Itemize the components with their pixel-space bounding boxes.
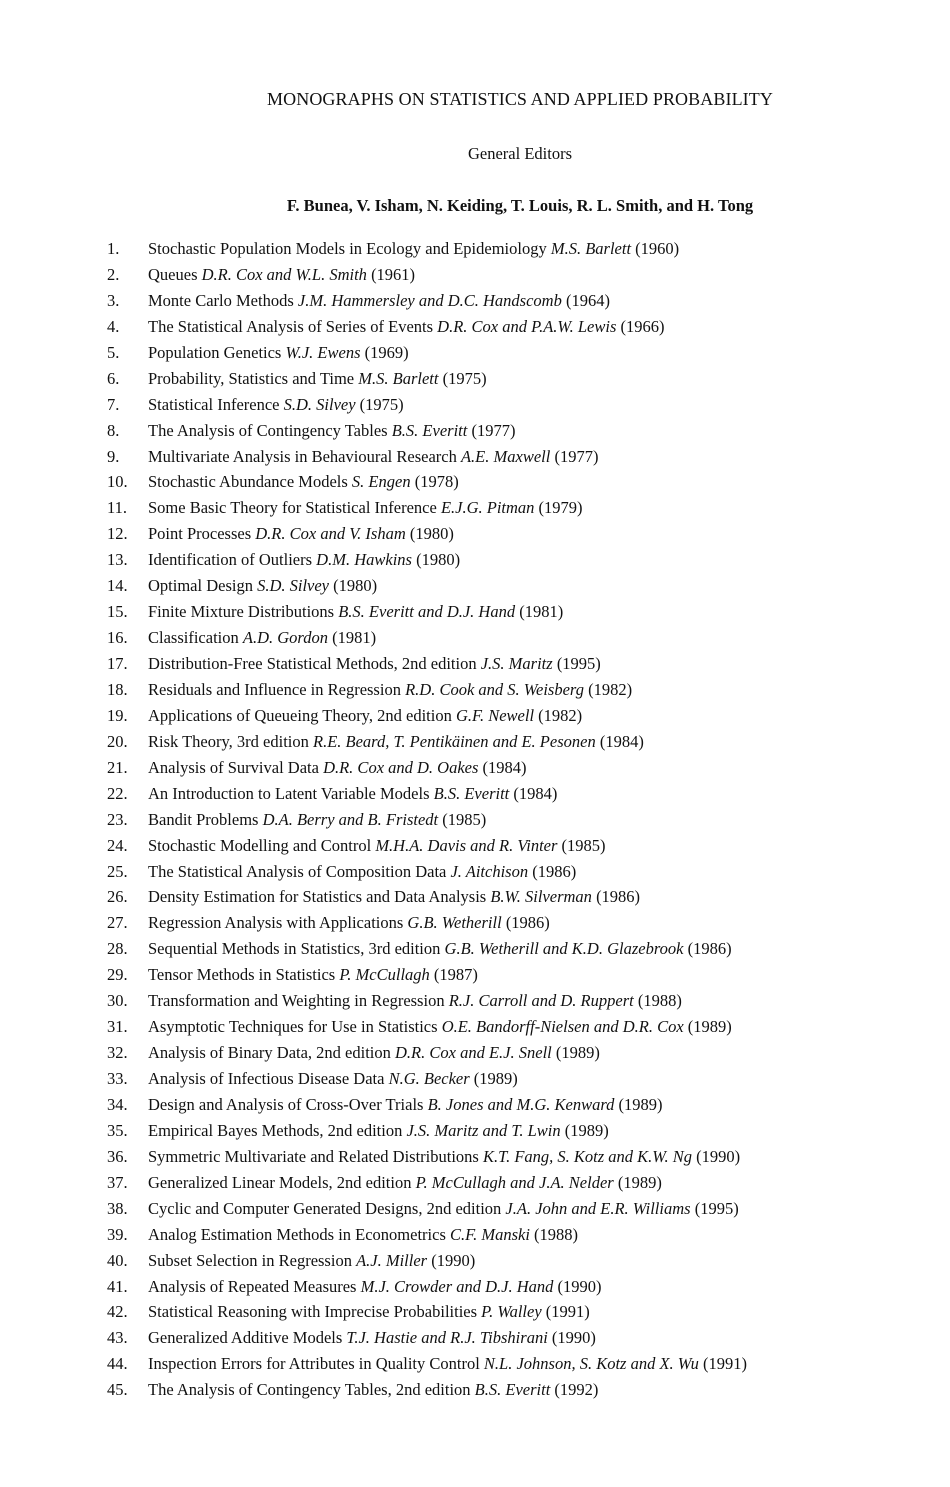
item-number: 41. bbox=[107, 1276, 128, 1296]
book-authors: M.S. Barlett bbox=[550, 239, 632, 258]
book-year: (1989) bbox=[555, 1043, 600, 1063]
list-item bbox=[107, 936, 937, 962]
item-number: 3. bbox=[107, 290, 120, 310]
book-authors: W.J. Ewens bbox=[285, 342, 361, 362]
book-title: Analog Estimation Methods in Econometrics bbox=[148, 1224, 446, 1244]
list-item bbox=[107, 859, 937, 885]
book-year: (1977) bbox=[554, 446, 599, 466]
book-authors: O.E. Bandorff-Nielsen and D.R. Cox bbox=[441, 1017, 684, 1037]
item-number: 30. bbox=[107, 991, 128, 1011]
item-number: 44. bbox=[107, 1354, 128, 1374]
book-year: (1989) bbox=[473, 1069, 518, 1088]
book-title: Point Processes bbox=[148, 524, 252, 544]
item-number: 6. bbox=[107, 368, 120, 388]
item-number: 43. bbox=[107, 1328, 128, 1348]
book-authors: P. McCullagh and J.A. Nelder bbox=[415, 1172, 614, 1192]
book-title: Monte Carlo Methods bbox=[148, 290, 294, 310]
item-number: 32. bbox=[107, 1043, 128, 1063]
list-item bbox=[107, 469, 937, 495]
book-title: Analysis of Binary Data, 2nd edition bbox=[148, 1043, 391, 1063]
list-item bbox=[107, 1196, 937, 1222]
book-authors: E.J.G. Pitman bbox=[440, 498, 535, 518]
item-number: 7. bbox=[107, 394, 120, 414]
list-item bbox=[107, 625, 937, 651]
list-item bbox=[107, 1066, 937, 1092]
item-number: 31. bbox=[107, 1017, 128, 1037]
list-item bbox=[107, 1118, 937, 1144]
book-title: Sequential Methods in Statistics, 3rd edition bbox=[148, 939, 441, 959]
book-year: (1985) bbox=[561, 835, 606, 855]
book-year: (1975) bbox=[442, 368, 487, 388]
book-title: Probability, Statistics and Time bbox=[148, 368, 355, 388]
book-year: (1980) bbox=[333, 576, 378, 596]
book-authors: R.J. Carroll and D. Ruppert bbox=[448, 991, 634, 1011]
book-title: Statistical Reasoning with Imprecise Probabilities bbox=[148, 1302, 478, 1322]
item-number: 37. bbox=[107, 1172, 128, 1192]
list-item bbox=[107, 573, 937, 599]
book-year: (1979) bbox=[538, 498, 583, 518]
book-authors: G.B. Wetherill and K.D. Glazebrook bbox=[444, 939, 684, 959]
book-year: (1989) bbox=[618, 1094, 663, 1114]
list-item bbox=[107, 884, 937, 910]
book-year: (1995) bbox=[694, 1198, 739, 1218]
book-title: Multivariate Analysis in Behavioural Research bbox=[148, 446, 457, 466]
item-number: 38. bbox=[107, 1198, 128, 1218]
book-year: (1990) bbox=[431, 1250, 476, 1270]
book-authors: B.S. Everitt and D.J. Hand bbox=[338, 602, 516, 622]
item-number: 2. bbox=[107, 264, 120, 284]
item-number: 5. bbox=[107, 342, 120, 362]
book-authors: A.J. Miller bbox=[356, 1250, 428, 1270]
list-item bbox=[107, 781, 937, 807]
item-number: 35. bbox=[107, 1120, 128, 1140]
list-item bbox=[107, 1377, 937, 1403]
list-item bbox=[107, 236, 937, 262]
book-title: The Statistical Analysis of Composition Data bbox=[148, 861, 447, 881]
book-year: (1978) bbox=[414, 472, 459, 492]
item-number: 16. bbox=[107, 628, 128, 648]
book-title: Classification bbox=[148, 628, 239, 648]
item-number: 20. bbox=[107, 731, 128, 751]
list-item bbox=[107, 1092, 937, 1118]
book-year: (1986) bbox=[532, 861, 577, 881]
book-authors: D.R. Cox and E.J. Snell bbox=[395, 1043, 552, 1063]
list-item bbox=[107, 1222, 937, 1248]
item-number: 45. bbox=[107, 1380, 128, 1400]
book-year: (1984) bbox=[513, 783, 558, 803]
book-year: (1960) bbox=[635, 239, 680, 258]
book-authors: M.J. Crowder and D.J. Hand bbox=[360, 1276, 554, 1296]
book-year: (1975) bbox=[359, 394, 404, 414]
book-year: (1990) bbox=[557, 1276, 602, 1296]
book-title: Population Genetics bbox=[148, 342, 282, 362]
book-title: Inspection Errors for Attributes in Quality Control bbox=[148, 1354, 480, 1374]
book-year: (1992) bbox=[554, 1380, 599, 1400]
item-number: 14. bbox=[107, 576, 128, 596]
book-year: (1984) bbox=[599, 731, 644, 751]
item-number: 13. bbox=[107, 550, 128, 570]
item-number: 22. bbox=[107, 783, 128, 803]
item-number: 17. bbox=[107, 654, 128, 673]
book-title: Finite Mixture Distributions bbox=[148, 602, 335, 622]
item-number: 23. bbox=[107, 809, 128, 829]
book-authors: T.J. Hastie and R.J. Tibshirani bbox=[346, 1328, 548, 1348]
book-year: (1980) bbox=[416, 550, 461, 570]
book-year: (1986) bbox=[505, 913, 550, 933]
book-year: (1989) bbox=[687, 1017, 732, 1037]
book-authors: R.D. Cook and S. Weisberg bbox=[405, 679, 584, 699]
book-year: (1964) bbox=[565, 290, 610, 310]
item-number: 1. bbox=[107, 239, 120, 258]
editors-label: General Editors bbox=[467, 144, 572, 163]
list-item bbox=[107, 962, 937, 988]
item-number: 28. bbox=[107, 939, 128, 959]
book-authors: J. Aitchison bbox=[450, 861, 529, 881]
list-item bbox=[107, 340, 937, 366]
item-number: 10. bbox=[107, 472, 128, 492]
list-item bbox=[107, 729, 937, 755]
book-authors: D.R. Cox and W.L. Smith bbox=[201, 264, 367, 284]
list-item bbox=[107, 521, 937, 547]
book-authors: B.W. Silverman bbox=[490, 887, 592, 907]
book-title: Analysis of Survival Data bbox=[148, 757, 319, 777]
book-year: (1982) bbox=[588, 679, 633, 699]
book-year: (1969) bbox=[364, 342, 409, 362]
list-item bbox=[107, 1299, 937, 1325]
book-year: (1986) bbox=[687, 939, 732, 959]
book-title: Applications of Queueing Theory, 2nd edition bbox=[148, 705, 452, 725]
item-number: 39. bbox=[107, 1224, 128, 1244]
list-item bbox=[107, 910, 937, 936]
book-title: Stochastic Abundance Models bbox=[148, 472, 348, 492]
book-title: Generalized Linear Models, 2nd edition bbox=[148, 1172, 412, 1192]
book-year: (1981) bbox=[332, 628, 377, 648]
book-title: Stochastic Population Models in Ecology and Epidemiology bbox=[148, 239, 547, 258]
list-item bbox=[107, 1170, 937, 1196]
book-year: (1990) bbox=[696, 1146, 741, 1166]
book-authors: G.B. Wetherill bbox=[407, 913, 502, 933]
list-item bbox=[107, 599, 937, 625]
item-number: 33. bbox=[107, 1069, 128, 1088]
book-title: Symmetric Multivariate and Related Distributions bbox=[148, 1146, 479, 1166]
editors-names: F. Bunea, V. Isham, N. Keiding, T. Louis, R. L. Smith, and H. Tong bbox=[286, 196, 754, 215]
item-number: 18. bbox=[107, 679, 128, 699]
item-number: 42. bbox=[107, 1302, 128, 1322]
book-title: Residuals and Influence in Regression bbox=[148, 679, 401, 699]
book-title: Design and Analysis of Cross-Over Trials bbox=[148, 1094, 424, 1114]
book-authors: D.R. Cox and P.A.W. Lewis bbox=[437, 316, 617, 336]
book-authors: J.S. Maritz and T. Lwin bbox=[406, 1120, 561, 1140]
book-title: Some Basic Theory for Statistical Inference bbox=[148, 498, 437, 518]
book-year: (1995) bbox=[556, 654, 601, 673]
list-item bbox=[107, 755, 937, 781]
book-title: Asymptotic Techniques for Use in Statistics bbox=[148, 1017, 438, 1037]
item-number: 11. bbox=[107, 498, 128, 518]
book-title: Risk Theory, 3rd edition bbox=[148, 731, 309, 751]
book-authors: B. Jones and M.G. Kenward bbox=[427, 1094, 615, 1114]
item-number: 24. bbox=[107, 835, 128, 855]
book-authors: S.D. Silvey bbox=[257, 576, 330, 596]
book-title: Density Estimation for Statistics and Data Analysis bbox=[148, 887, 487, 907]
book-authors: J.A. John and E.R. Williams bbox=[505, 1198, 691, 1218]
list-item bbox=[107, 1014, 937, 1040]
list-item bbox=[107, 988, 937, 1014]
list-item bbox=[107, 1248, 937, 1274]
book-authors: A.E. Maxwell bbox=[460, 446, 551, 466]
book-year: (1982) bbox=[538, 705, 583, 725]
book-authors: S. Engen bbox=[351, 472, 411, 492]
item-number: 21. bbox=[107, 757, 128, 777]
item-number: 40. bbox=[107, 1250, 128, 1270]
list-item bbox=[107, 392, 937, 418]
book-authors: N.L. Johnson, S. Kotz and X. Wu bbox=[483, 1354, 699, 1374]
list-item bbox=[107, 314, 937, 340]
series-title: MONOGRAPHS ON STATISTICS AND APPLIED PROBABILITY bbox=[267, 89, 773, 109]
book-title: The Statistical Analysis of Series of Events bbox=[148, 316, 434, 336]
book-title: An Introduction to Latent Variable Models bbox=[148, 783, 430, 803]
book-title: The Analysis of Contingency Tables bbox=[148, 420, 388, 440]
list-item bbox=[107, 703, 937, 729]
book-authors: B.S. Everitt bbox=[391, 420, 468, 440]
list-item bbox=[107, 1040, 937, 1066]
item-number: 34. bbox=[107, 1094, 128, 1114]
book-title: Optimal Design bbox=[148, 576, 253, 596]
book-title: Identification of Outliers bbox=[148, 550, 313, 570]
book-year: (1988) bbox=[637, 991, 682, 1011]
book-year: (1991) bbox=[545, 1302, 590, 1322]
book-year: (1977) bbox=[471, 420, 516, 440]
book-authors: S.D. Silvey bbox=[283, 394, 356, 414]
book-title: Statistical Inference bbox=[148, 394, 280, 414]
list-item bbox=[107, 833, 937, 859]
book-authors: J.M. Hammersley and D.C. Handscomb bbox=[297, 290, 562, 310]
book-title: Stochastic Modelling and Control bbox=[148, 835, 372, 855]
book-title: Tensor Methods in Statistics bbox=[148, 965, 336, 985]
book-year: (1985) bbox=[442, 809, 487, 829]
list-item bbox=[107, 677, 937, 703]
list-item bbox=[107, 1351, 937, 1377]
book-title: Transformation and Weighting in Regression bbox=[148, 991, 445, 1011]
book-authors: K.T. Fang, S. Kotz and K.W. Ng bbox=[482, 1146, 693, 1166]
book-authors: G.F. Newell bbox=[455, 705, 535, 725]
item-number: 29. bbox=[107, 965, 128, 985]
item-number: 15. bbox=[107, 602, 128, 622]
item-number: 25. bbox=[107, 861, 128, 881]
item-number: 36. bbox=[107, 1146, 128, 1166]
book-title: Subset Selection in Regression bbox=[148, 1250, 352, 1270]
book-year: (1966) bbox=[620, 316, 665, 336]
item-number: 19. bbox=[107, 705, 128, 725]
book-authors: A.D. Gordon bbox=[242, 628, 328, 648]
book-year: (1961) bbox=[371, 264, 416, 284]
book-year: (1986) bbox=[596, 887, 641, 907]
book-authors: D.M. Hawkins bbox=[316, 550, 412, 570]
item-number: 12. bbox=[107, 524, 128, 544]
book-title: Analysis of Repeated Measures bbox=[148, 1276, 357, 1296]
book-authors: C.F. Manski bbox=[450, 1224, 530, 1244]
book-year: (1988) bbox=[534, 1224, 579, 1244]
book-authors: D.R. Cox and D. Oakes bbox=[323, 757, 479, 777]
list-item bbox=[107, 495, 937, 521]
item-number: 26. bbox=[107, 887, 128, 907]
list-item bbox=[107, 366, 937, 392]
list-item bbox=[107, 1274, 937, 1300]
book-year: (1990) bbox=[551, 1328, 596, 1348]
book-authors: B.S. Everitt bbox=[433, 783, 510, 803]
book-authors: M.S. Barlett bbox=[358, 368, 439, 388]
list-item bbox=[107, 288, 937, 314]
book-year: (1991) bbox=[703, 1354, 748, 1374]
book-authors: D.R. Cox and V. Isham bbox=[255, 524, 406, 544]
book-title: Distribution-Free Statistical Methods, 2nd edition bbox=[148, 654, 477, 673]
list-item bbox=[107, 418, 937, 444]
book-year: (1980) bbox=[409, 524, 454, 544]
book-title: Empirical Bayes Methods, 2nd edition bbox=[148, 1120, 403, 1140]
monograph-list bbox=[107, 236, 937, 1403]
book-authors: N.G. Becker bbox=[388, 1069, 470, 1088]
book-year: (1981) bbox=[519, 602, 564, 622]
book-title: Cyclic and Computer Generated Designs, 2nd edition bbox=[148, 1198, 502, 1218]
book-year: (1989) bbox=[617, 1172, 662, 1192]
book-title: The Analysis of Contingency Tables, 2nd edition bbox=[148, 1380, 471, 1400]
list-item bbox=[107, 1144, 937, 1170]
list-item bbox=[107, 1325, 937, 1351]
list-item bbox=[107, 547, 937, 573]
book-authors: P. McCullagh bbox=[339, 965, 430, 985]
book-authors: B.S. Everitt bbox=[474, 1380, 551, 1400]
item-number: 9. bbox=[107, 446, 120, 466]
book-title: Regression Analysis with Applications bbox=[148, 913, 404, 933]
list-item bbox=[107, 444, 937, 470]
book-authors: J.S. Maritz bbox=[480, 654, 553, 673]
list-item bbox=[107, 262, 937, 288]
list-item bbox=[107, 651, 937, 677]
book-authors: R.E. Beard, T. Pentikäinen and E. Pesonen bbox=[312, 731, 596, 751]
list-item bbox=[107, 807, 937, 833]
book-title: Queues bbox=[148, 264, 198, 284]
book-title: Bandit Problems bbox=[148, 809, 259, 829]
book-title: Analysis of Infectious Disease Data bbox=[148, 1069, 385, 1088]
book-year: (1989) bbox=[564, 1120, 609, 1140]
book-title: Generalized Additive Models bbox=[148, 1328, 343, 1348]
item-number: 4. bbox=[107, 316, 120, 336]
book-authors: D.A. Berry and B. Fristedt bbox=[262, 809, 439, 829]
book-authors: P. Walley bbox=[481, 1302, 542, 1322]
book-authors: M.H.A. Davis and R. Vinter bbox=[375, 835, 558, 855]
book-year: (1987) bbox=[433, 965, 478, 985]
book-year: (1984) bbox=[482, 757, 527, 777]
item-number: 8. bbox=[107, 420, 120, 440]
item-number: 27. bbox=[107, 913, 128, 933]
